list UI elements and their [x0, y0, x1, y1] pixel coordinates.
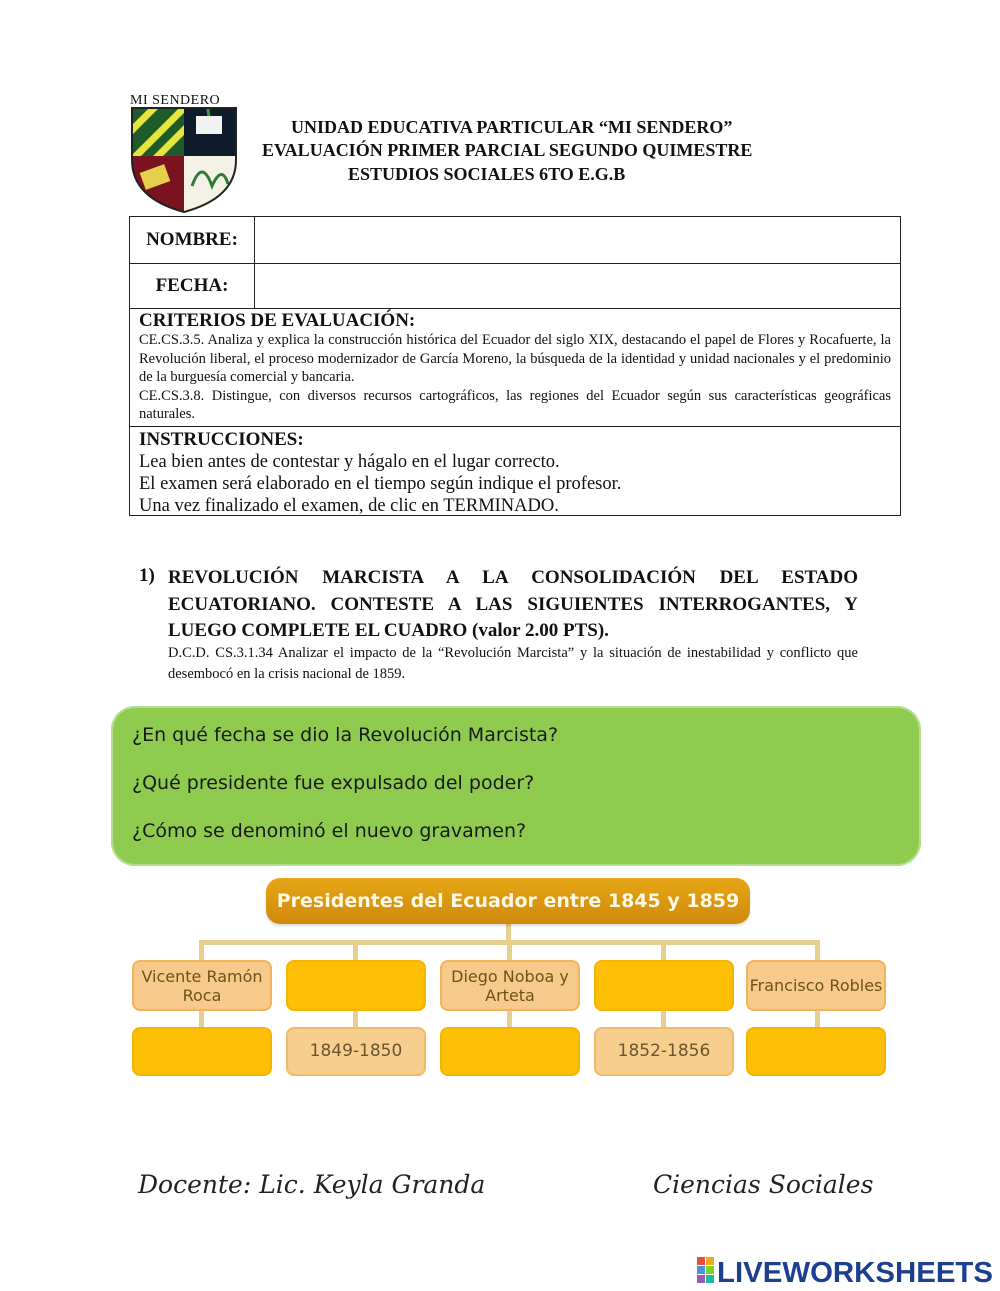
connector-line: [353, 940, 358, 960]
question-heading: REVOLUCIÓN MARCISTA A LA CONSOLIDACIÓN DEL ESTADO ECUATORIANO. CONTESTE A LAS SIGUIENTES INTERROGANTES, Y LUEGO COMPLETE EL CUADRO (valor 2.00 PTS).: [168, 567, 858, 641]
instruction-line: Una vez finalizado el examen, de clic en TERMINADO.: [139, 496, 559, 516]
name-row: [130, 217, 900, 264]
school-name: UNIDAD EDUCATIVA PARTICULAR “MI SENDERO”: [291, 117, 733, 137]
name-label: NOMBRE:: [130, 217, 255, 263]
org-chart-title: Presidentes del Ecuador entre 1845 y 1859: [266, 878, 750, 924]
president-years-blank[interactable]: [440, 1027, 580, 1076]
president-years-box: 1849-1850: [286, 1027, 426, 1076]
brand-text: LIVEWORKSHEETS: [717, 1257, 993, 1287]
connector-line: [353, 1010, 358, 1028]
president-name-blank[interactable]: [286, 960, 426, 1011]
subject-grade: ESTUDIOS SOCIALES 6TO E.G.B: [348, 164, 626, 184]
president-name-blank[interactable]: [594, 960, 734, 1011]
subject-signature: Ciencias Sociales: [653, 1170, 874, 1199]
date-label: FECHA:: [130, 264, 255, 308]
criteria-paragraph: CE.CS.3.8. Distingue, con diversos recursos cartográficos, las regiones del Ecuador según sus características geográficas naturales.: [139, 387, 891, 422]
instructions-title: INSTRUCCIONES:: [139, 429, 304, 450]
criteria-paragraph: CE.CS.3.5. Analiza y explica la construcción histórica del Ecuador del siglo XIX, destacando el papel de Flores y Rocafuerte, la Revolución liberal, el proceso modernizador de García Moreno, la búsqueda de la identidad y unidad nacionales y el predominio de la burguesía comercial y bancaria.: [139, 332, 891, 385]
connector-line: [661, 1010, 666, 1028]
school-crest-logo: [128, 94, 240, 214]
question-prompt: ¿En qué fecha se dio la Revolución Marcista?: [132, 724, 559, 746]
connector-line: [507, 940, 512, 960]
instruction-line: El examen será elaborado en el tiempo según indique el profesor.: [139, 474, 622, 494]
president-name-box: Francisco Robles: [746, 960, 886, 1011]
president-years-blank[interactable]: [746, 1027, 886, 1076]
liveworksheets-logo: [697, 1253, 995, 1287]
teacher-signature: Docente: Lic. Keyla Granda: [138, 1170, 486, 1199]
connector-line: [507, 1010, 512, 1028]
logo-text: MI SENDERO: [130, 93, 221, 108]
date-field[interactable]: [255, 264, 900, 308]
student-info-table: [129, 216, 901, 516]
president-name-box: Vicente Ramón Roca: [132, 960, 272, 1011]
name-field[interactable]: [255, 217, 900, 263]
connector-line: [815, 1010, 820, 1028]
question-prompt: ¿Qué presidente fue expulsado del poder?: [132, 772, 535, 794]
connector-line: [199, 1010, 204, 1028]
president-name-box: Diego Noboa y Arteta: [440, 960, 580, 1011]
connector-line: [815, 940, 820, 960]
criteria-title: CRITERIOS DE EVALUACIÓN:: [139, 310, 416, 331]
date-row: [130, 264, 900, 309]
question-skill-note: D.C.D. CS.3.1.34 Analizar el impacto de la “Revolución Marcista” y la situación de inestabilidad y conflicto que desembocó en la crisis nacional de 1859.: [168, 645, 858, 682]
exam-title: EVALUACIÓN PRIMER PARCIAL SEGUNDO QUIMESTRE: [262, 140, 753, 160]
president-years-blank[interactable]: [132, 1027, 272, 1076]
instruction-line: Lea bien antes de contestar y hágalo en el lugar correcto.: [139, 452, 560, 472]
president-years-box: 1852-1856: [594, 1027, 734, 1076]
connector-line: [661, 940, 666, 960]
question-prompt: ¿Cómo se denominó el nuevo gravamen?: [132, 820, 527, 842]
connector-line: [199, 940, 204, 960]
criteria-section: [130, 309, 900, 427]
question-number: 1): [139, 565, 155, 586]
instructions-section: [130, 427, 900, 519]
